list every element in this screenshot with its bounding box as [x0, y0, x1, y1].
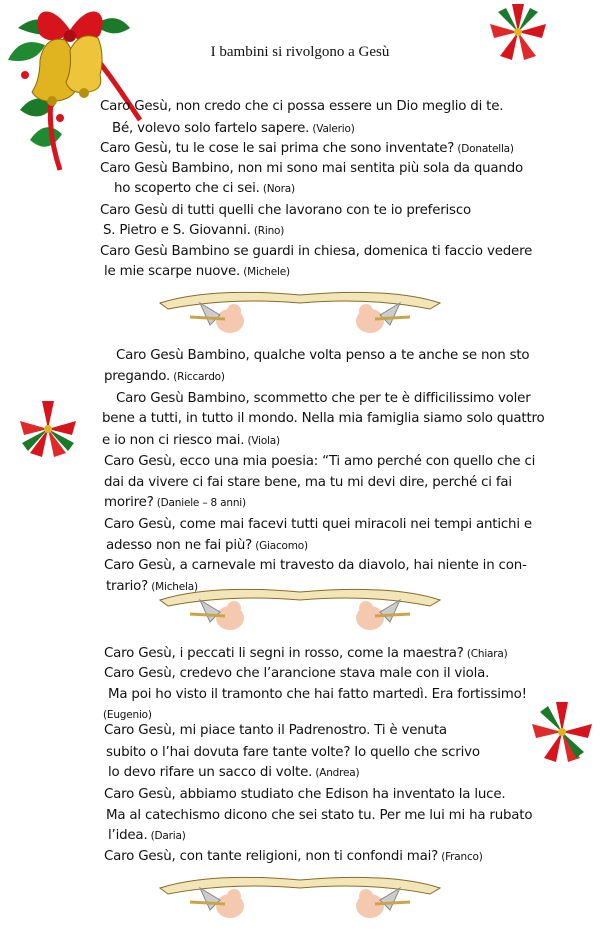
letter-line — [100, 159, 523, 179]
letter-author: (Valerio) — [309, 123, 355, 135]
letter-text: S. Pietro e S. Giovanni. — [103, 223, 251, 238]
letter-line — [104, 473, 512, 493]
letter-author: (Michela) — [148, 581, 198, 593]
letter-text: le mie scarpe nuove. — [104, 264, 241, 279]
letter-author: (Nora) — [259, 183, 295, 195]
letter-text: Caro Gesù, tu le cose le sai prima che sono inventate? — [100, 141, 455, 156]
letter-line — [100, 97, 503, 117]
letter-line — [102, 409, 545, 429]
letter-text: Caro Gesù Bambino, qualche volta penso a te anche se non sto — [116, 348, 530, 363]
letter-text: lo devo rifare un sacco di volte. — [108, 765, 313, 780]
letter-text: Caro Gesù, non credo che ci possa essere un Dio meglio di te. — [100, 99, 504, 114]
letter-line — [103, 221, 284, 241]
letter-line — [104, 664, 489, 684]
letter-text: pregando. — [104, 369, 171, 384]
letter-text: ho scoperto che ci sei. — [114, 181, 260, 196]
letter-line — [100, 201, 471, 221]
letter-line — [104, 493, 246, 513]
poinsettia-right — [522, 696, 600, 768]
letter-text: adesso non ne fai più? — [106, 538, 253, 553]
letter-text: Caro Gesù Bambino, non mi sono mai sentita più sola da quando — [100, 161, 524, 176]
letter-line — [112, 119, 355, 139]
letter-line — [104, 556, 527, 576]
letter-line — [108, 826, 186, 846]
letter-text: Caro Gesù, i peccati li segni in rosso, come la maestra? — [104, 646, 464, 661]
letter-line — [104, 847, 483, 867]
letter-author: (Viola) — [244, 435, 280, 447]
letter-text: Caro Gesù, mi piace tanto il Padrenostro. Ti è venuta — [104, 723, 447, 738]
letter-line — [104, 367, 225, 387]
angels-banner-3 — [150, 868, 450, 932]
letter-line — [106, 577, 198, 597]
letter-line — [116, 346, 529, 366]
letter-text: Bé, volevo solo fartelo sapere. — [112, 121, 310, 136]
letter-text: Caro Gesù Bambino, scommetto che per te è difficilissimo voler — [116, 391, 531, 406]
letter-author: (Eugenio) — [103, 709, 152, 721]
letter-line — [104, 262, 290, 282]
letter-author: (Donatella) — [454, 143, 514, 155]
letter-line — [108, 763, 359, 783]
letter-text: Caro Gesù di tutti quelli che lavorano con te io preferisco — [100, 203, 471, 218]
letter-author: (Riccardo) — [170, 371, 225, 383]
letter-line — [104, 785, 505, 805]
letter-author: (Michele) — [240, 266, 290, 278]
letter-author: (Giacomo) — [252, 540, 308, 552]
letter-line — [102, 431, 280, 451]
letter-text: morire? — [104, 495, 154, 510]
letter-text: Caro Gesù Bambino se guardi in chiesa, domenica ti faccio vedere — [100, 244, 533, 259]
letter-text: Caro Gesù, abbiamo studiato che Edison ha inventato la luce. — [104, 787, 506, 802]
letter-text: l’idea. — [108, 828, 148, 843]
letter-author: (Chiara) — [463, 648, 508, 660]
letter-author: (Daria) — [147, 830, 186, 842]
letter-text: Ma poi ho visto il tramonto che hai fatto martedì. Era fortissimo! — [108, 687, 527, 702]
letter-line — [116, 389, 531, 409]
letter-line — [108, 685, 527, 705]
letter-author: (Rino) — [250, 225, 285, 237]
letter-line — [106, 536, 308, 556]
letter-text: Ma al catechismo dicono che sei stato tu. Per me lui mi ha rubato — [106, 808, 533, 823]
letter-text: trario? — [106, 579, 149, 594]
letter-author: (Daniele – 8 anni) — [153, 497, 246, 509]
letter-line — [100, 242, 532, 262]
letter-line — [106, 743, 480, 763]
letter-author: (Andrea) — [312, 767, 360, 779]
angels-banner-1 — [150, 283, 450, 347]
letter-text: Caro Gesù, credevo che l’arancione stava male con il viola. — [104, 666, 490, 681]
letter-text: Caro Gesù, ecco una mia poesia: “Ti amo perché con quello che ci — [104, 454, 536, 469]
letter-text: Caro Gesù, con tante religioni, non ti confondi mai? — [104, 849, 439, 864]
letter-line — [114, 179, 295, 199]
letter-line — [100, 139, 514, 159]
letter-text: subito o l’hai dovuta fare tante volte? Io quello che scrivo — [106, 745, 480, 760]
letter-text: bene a tutti, in tutto il mondo. Nella mia famiglia siamo solo quattro — [102, 411, 545, 426]
letter-text: Caro Gesù, a carnevale mi travesto da diavolo, hai niente in con- — [104, 558, 527, 573]
letter-line — [104, 452, 535, 472]
letter-line — [104, 644, 508, 664]
letter-text: dai da vivere ci fai stare bene, ma tu mi devi dire, perché ci fai — [104, 475, 512, 490]
page-title: I bambini si rivolgono a Gesù — [210, 44, 390, 60]
letter-line — [104, 515, 532, 535]
poinsettia-left — [8, 395, 88, 465]
letter-text: e io non ci riesco mai. — [102, 433, 245, 448]
letter-line — [106, 806, 532, 826]
letter-line — [104, 721, 447, 741]
letter-author: (Franco) — [438, 851, 483, 863]
letter-text: Caro Gesù, come mai facevi tutti quei miracoli nei tempi antichi e — [104, 517, 532, 532]
